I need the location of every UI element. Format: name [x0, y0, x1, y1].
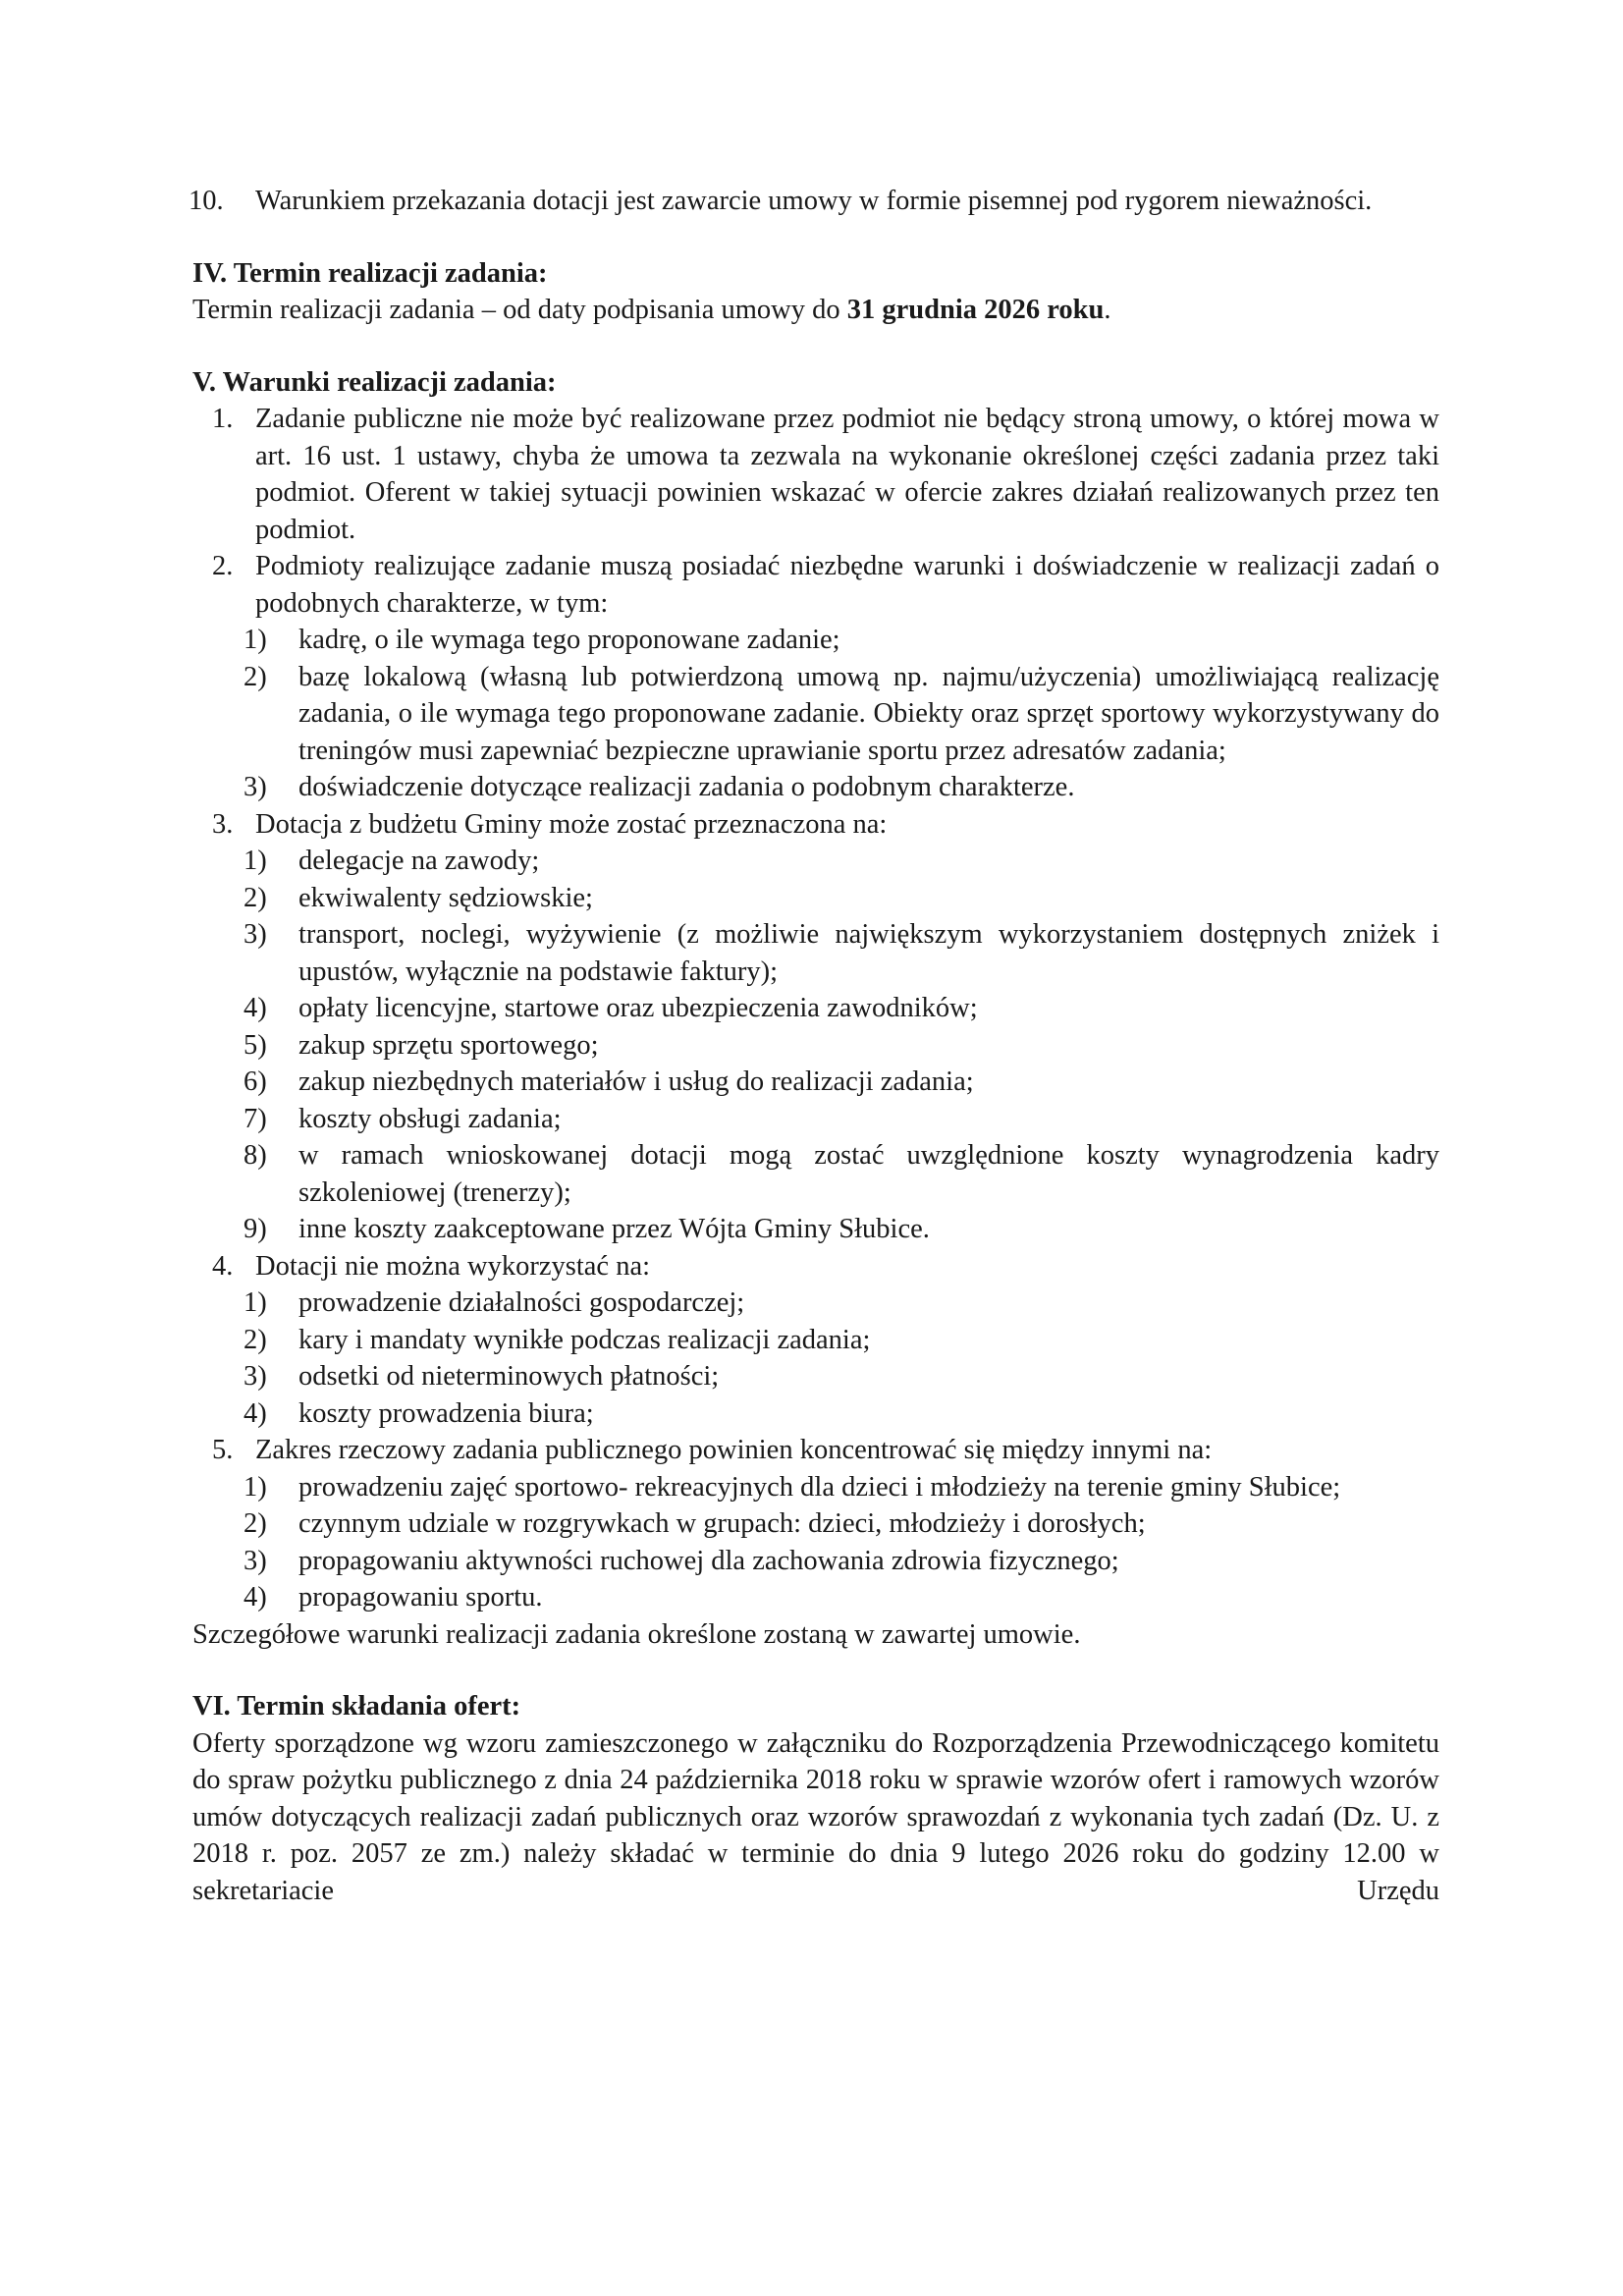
sub-list-item — [192, 1064, 1439, 1101]
sub-item-number: 9) — [243, 1214, 267, 1244]
item-text: Zadanie publiczne nie może być realizowane przez podmiot nie będący stroną umowy, o której mowa w art. 16 ust. 1 ustawy, chyba że umowa ta zezwala na wykonanie określonej części zadania przez taki podmiot. Oferent w takiej sytuacji powinien wskazać w ofercie zakres działań realizowanych przez ten podmiot. — [255, 404, 1439, 545]
sub-list-item — [192, 880, 1439, 917]
section-heading-v: V. Warunki realizacji zadania: — [192, 366, 557, 398]
sub-item-text: inne koszty zaakceptowane przez Wójta Gminy Słubice. — [298, 1214, 930, 1244]
section-iv-text — [192, 292, 1439, 329]
sub-item-text: propagowaniu sportu. — [298, 1582, 543, 1613]
list-item — [192, 548, 1439, 622]
sub-list-item — [192, 843, 1439, 880]
list-item — [192, 401, 1439, 548]
sub-item-text: opłaty licencyjne, startowe oraz ubezpieczenia zawodników; — [298, 993, 978, 1023]
sub-list-item — [192, 1285, 1439, 1322]
sub-item-number: 1) — [243, 1471, 267, 1503]
sub-item-text: w ramach wnioskowanej dotacji mogą zostać uwzględnione koszty wynagrodzenia kadry szkoleniowej (trenerzy); — [298, 1140, 1439, 1208]
sub-item-number: 6) — [243, 1066, 267, 1097]
sub-item-text: koszty prowadzenia biura; — [298, 1397, 594, 1429]
item-text: Dotacji nie można wykorzystać na: — [255, 1250, 651, 1282]
sub-list-item — [192, 1358, 1439, 1395]
sub-item-number: 4) — [243, 1397, 267, 1429]
deadline-text: Termin realizacji zadania – od daty podpisania umowy do — [192, 295, 847, 325]
sub-list-item — [192, 659, 1439, 770]
item-text: Podmioty realizujące zadanie muszą posiadać niezbędne warunki i doświadczenie w realizacji zadań o podobnych charakterze, w tym: — [255, 551, 1439, 619]
section-heading-iv: IV. Termin realizacji zadania: — [192, 257, 548, 289]
deadline-date: 31 grudnia 2026 roku — [846, 295, 1105, 325]
list-item — [192, 1432, 1439, 1469]
sub-list-item — [192, 1027, 1439, 1065]
item-number: 1. — [212, 404, 234, 434]
sub-item-text: prowadzenie działalności gospodarczej; — [298, 1287, 745, 1318]
sub-item-text: kadrę, o ile wymaga tego proponowane zadanie; — [298, 625, 840, 655]
sub-list-item — [192, 1395, 1439, 1433]
sub-list-item — [192, 622, 1439, 659]
deadline-punct: . — [1104, 295, 1111, 325]
section-heading-vi: VI. Termin składania ofert: — [192, 1691, 521, 1722]
sub-list-item — [192, 1211, 1439, 1248]
sub-list-item — [192, 1543, 1439, 1580]
sub-list-item — [192, 1469, 1439, 1506]
sub-item-number: 1) — [243, 846, 267, 876]
sub-item-number: 8) — [243, 1140, 267, 1171]
sub-item-number: 4) — [243, 1582, 267, 1613]
sub-item-text: zakup niezbędnych materiałów i usług do realizacji zadania; — [298, 1066, 974, 1097]
sub-item-number: 3) — [243, 1361, 267, 1392]
sub-list-item — [192, 990, 1439, 1027]
sub-item-text: kary i mandaty wynikłe podczas realizacji zadania; — [298, 1324, 871, 1355]
item-text: Zakres rzeczowy zadania publicznego powinien koncentrować się między innymi na: — [255, 1435, 1213, 1465]
sub-list-item — [192, 769, 1439, 806]
item-number: 4. — [212, 1250, 234, 1282]
sub-list-item — [192, 1101, 1439, 1138]
list-item — [192, 1248, 1439, 1285]
item-number: 3. — [212, 808, 234, 840]
sub-list-item — [192, 1137, 1439, 1211]
sub-item-text: doświadczenie dotyczące realizacji zadania o podobnym charakterze. — [298, 772, 1075, 802]
item-number: 5. — [212, 1435, 234, 1465]
sub-item-text: delegacje na zawody; — [298, 846, 540, 876]
sub-item-number: 2) — [243, 1508, 267, 1539]
sub-list-item — [192, 1505, 1439, 1543]
list-item-10 — [189, 183, 1439, 220]
sub-item-number: 4) — [243, 993, 267, 1023]
item-number: 2. — [212, 551, 234, 581]
sub-item-number: 7) — [243, 1103, 267, 1134]
section-v-closing: Szczegółowe warunki realizacji zadania określone zostaną w zawartej umowie. — [192, 1618, 1081, 1650]
sub-item-number: 1) — [243, 625, 267, 655]
sub-item-text: prowadzeniu zajęć sportowo- rekreacyjnych dla dzieci i młodzieży na terenie gminy Słubice; — [298, 1471, 1341, 1503]
sub-item-text: propagowaniu aktywności ruchowej dla zachowania zdrowia fizycznego; — [298, 1545, 1119, 1576]
sub-item-text: czynnym udziale w rozgrywkach w grupach: dzieci, młodzieży i dorosłych; — [298, 1508, 1146, 1539]
sub-list-item — [192, 1579, 1439, 1616]
sub-item-text: odsetki od nieterminowych płatności; — [298, 1361, 720, 1392]
item-number: 10. — [189, 186, 224, 216]
sub-list-item — [192, 1322, 1439, 1359]
sub-item-text: zakup sprzętu sportowego; — [298, 1029, 599, 1061]
sub-item-number: 2) — [243, 882, 267, 913]
sub-item-number: 2) — [243, 661, 267, 692]
document-page — [189, 183, 1439, 1909]
sub-item-number: 3) — [243, 919, 267, 950]
sub-item-text: ekwiwalenty sędziowskie; — [298, 882, 593, 913]
list-item — [192, 806, 1439, 844]
sub-item-number: 3) — [243, 772, 267, 802]
item-text: Warunkiem przekazania dotacji jest zawarcie umowy w formie pisemnej pod rygorem nieważności. — [255, 186, 1373, 216]
sub-item-number: 5) — [243, 1029, 267, 1061]
item-text: Dotacja z budżetu Gminy może zostać przeznaczona na: — [255, 808, 888, 840]
sub-item-text: koszty obsługi zadania; — [298, 1103, 562, 1134]
sub-item-number: 2) — [243, 1324, 267, 1355]
sub-item-text: bazę lokalową (własną lub potwierdzoną umową np. najmu/użyczenia) umożliwiającą realizację zadania, o ile wymaga tego proponowane zadanie. Obiekty oraz sprzęt sportowy wykorzystywany do treningów musi zapewniać bezpieczne uprawianie sportu przez adresatów zadania; — [298, 661, 1439, 766]
section-vi-text: Oferty sporządzone wg wzoru zamieszczonego w załączniku do Rozporządzenia Przewodniczącego komitetu do spraw pożytku publicznego z dnia 24 października 2018 roku w sprawie wzorów ofert i ramowych wzorów umów dotyczących realizacji zadań publicznych oraz wzorów sprawozdań z wykonania tych zadań (Dz. U. z 2018 r. poz. 2057 ze zm.) należy składać w terminie do dnia 9 lutego 2026 roku do godziny 12.00 w sekretariacie Urzędu — [192, 1727, 1439, 1906]
sub-list-item — [192, 916, 1439, 990]
sub-item-number: 1) — [243, 1287, 267, 1318]
sub-item-text: transport, noclegi, wyżywienie (z możliwie największym wykorzystaniem dostępnych zniżek i upustów, wyłącznie na podstawie faktury); — [298, 919, 1439, 987]
sub-item-number: 3) — [243, 1545, 267, 1576]
